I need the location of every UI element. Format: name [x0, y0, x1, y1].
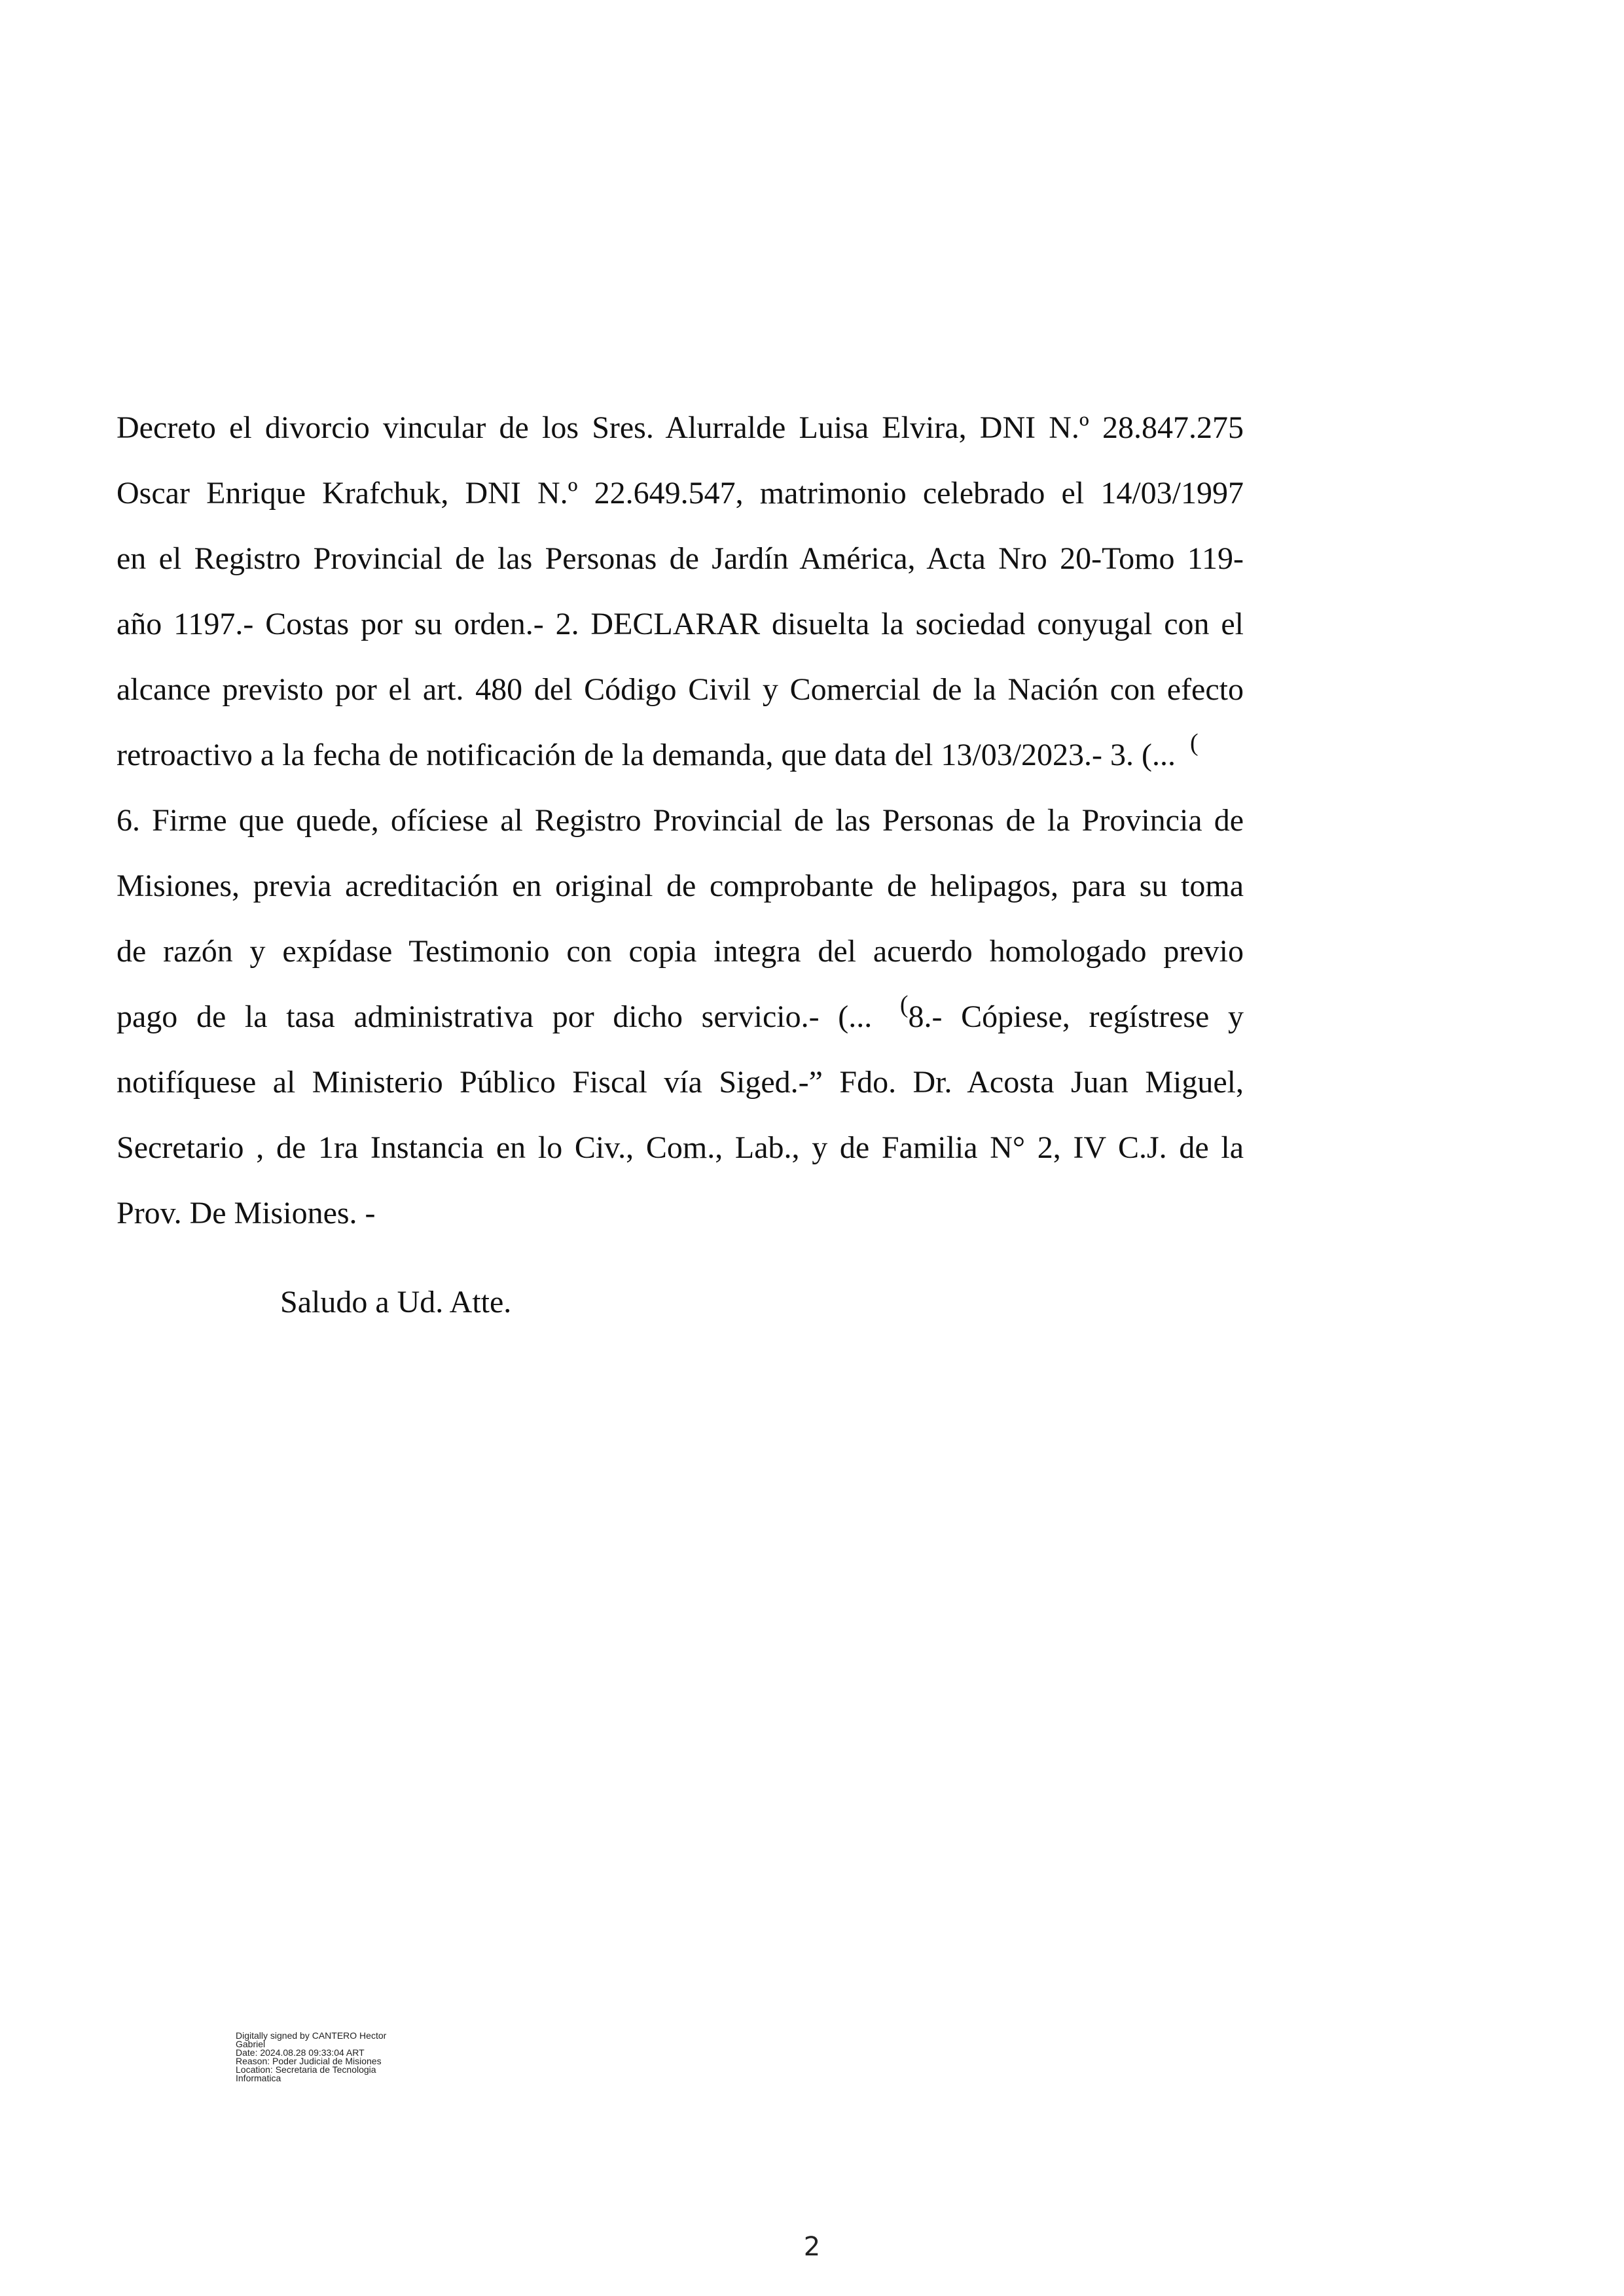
body-line-5: alcance previsto por el art. 480 del Código Civil y Comercial de la Nación con efecto: [117, 672, 1244, 707]
body-line-6-text: retroactivo a la fecha de notificación de la demanda, que data del 13/03/2023.- 3. (...: [117, 738, 1176, 772]
body-line-10-continuation: 8.- Cópiese, regístrese y: [908, 999, 1244, 1034]
body-line-3: en el Registro Provincial de las Personas de Jardín América, Acta Nro 20-Tomo 119-: [117, 541, 1244, 576]
superscript-parenthesis: (: [899, 991, 909, 1018]
body-line-1: Decreto el divorcio vincular de los Sres. Alurralde Luisa Elvira, DNI N.º 28.847.275: [117, 410, 1244, 445]
body-line-7: 6. Firme que quede, ofíciese al Registro Provincial de las Personas de la Provincia de: [117, 803, 1244, 838]
body-line-9: de razón y expídase Testimonio con copia integra del acuerdo homologado previo: [117, 934, 1244, 969]
body-line-4: año 1197.- Costas por su orden.- 2. DECLARAR disuelta la sociedad conyugal con el: [117, 607, 1244, 641]
body-line-13: Prov. De Misiones. -: [117, 1196, 376, 1230]
signature-line: Reason: Poder Judicial de Misiones: [236, 2056, 382, 2066]
signature-line: Gabriel: [236, 2039, 266, 2049]
body-line-8: Misiones, previa acreditación en original de comprobante de helipagos, para su toma: [117, 869, 1244, 903]
superscript-parenthesis: (: [1190, 729, 1199, 757]
signature-line: Location: Secretaria de Tecnologia: [236, 2064, 376, 2075]
body-line-10: [117, 984, 1244, 1050]
body-line-12: Secretario , de 1ra Instancia en lo Civ., Com., Lab., y de Familia N° 2, IV C.J. de la: [117, 1130, 1244, 1165]
body-line-10-text: pago de la tasa administrativa por dicho servicio.- (...: [117, 999, 873, 1034]
digital-signature-stamp: [236, 2032, 445, 2083]
page-number: 2: [803, 2232, 821, 2262]
body-line-11: notifíquese al Ministerio Público Fiscal vía Siged.-” Fdo. Dr. Acosta Juan Miguel,: [117, 1065, 1244, 1100]
signature-line: Informatica: [236, 2073, 281, 2083]
signature-line: Date: 2024.08.28 09:33:04 ART: [236, 2047, 365, 2058]
document-body: [117, 395, 1244, 1246]
closing-salutation: Saludo a Ud. Atte.: [280, 1285, 512, 1319]
body-line-6: [117, 723, 1244, 788]
signature-line: Digitally signed by CANTERO Hector: [236, 2030, 387, 2041]
body-line-2: Oscar Enrique Krafchuk, DNI N.º 22.649.547, matrimonio celebrado el 14/03/1997: [117, 476, 1244, 511]
